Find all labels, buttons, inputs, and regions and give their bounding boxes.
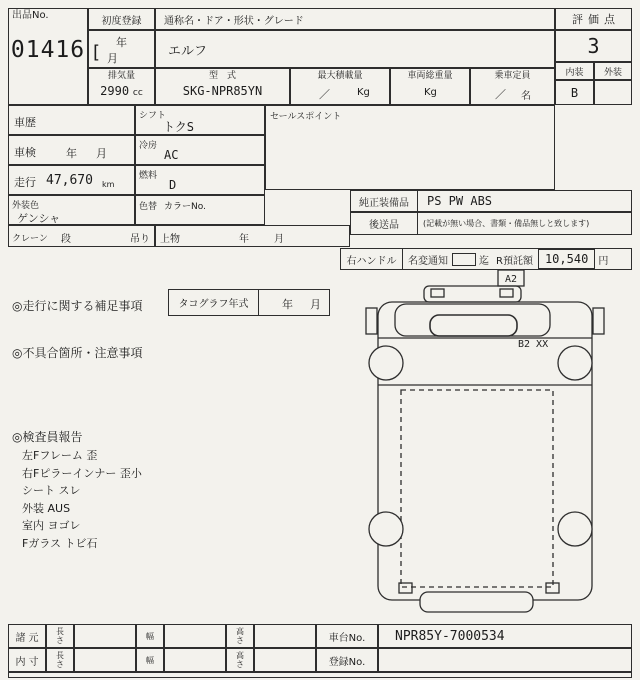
lot-number-box [8, 8, 88, 105]
capacity-slash: ／ [495, 88, 506, 101]
handle-deposit-row [340, 248, 632, 270]
spec-height-value [254, 624, 316, 648]
registration-no-label: 登録No. [316, 648, 378, 672]
shift-label: シフト [139, 111, 167, 121]
name-header-label: 通称名・ドア・形状・グレード [164, 15, 304, 27]
truck-body-outline [378, 302, 592, 600]
model-code-value: SKG-NPR85YN [182, 84, 263, 98]
equipment-value: PS PW ABS [427, 194, 493, 208]
name-change-label: 名変通知 [408, 255, 448, 267]
inspector-item: Fガラス トビ石 [22, 536, 98, 550]
front-left-wheel [369, 346, 403, 380]
later-goods-note: (記載が無い場合、書類・備品無しと致します) [423, 219, 590, 228]
damage-marker-a2: A2 [504, 274, 518, 285]
equipment-cell [350, 190, 632, 212]
inspector-report-list [22, 447, 142, 552]
vehicle-name-cell [155, 30, 555, 68]
cab-outline [395, 304, 550, 336]
until-label: 迄 [479, 255, 489, 267]
fuel-value: D [169, 178, 177, 192]
ac-label: 冷房 [139, 141, 158, 151]
first-reg-month-label: 月 [107, 52, 118, 65]
inspector-item: 外装 AUS [22, 501, 71, 515]
history-label: 車歴 [14, 116, 36, 129]
inner-width-value [164, 648, 226, 672]
right-handle-label: 右ハンドル [341, 249, 403, 269]
inspector-item: 右Fピラーインナー 歪小 [22, 466, 142, 480]
inspector-report-title: ◎検査員報告 [12, 430, 83, 444]
inspection-month: 月 [96, 147, 107, 160]
gross-weight-cell [390, 68, 470, 105]
gross-weight-label: 車両総重量 [407, 71, 453, 81]
model-code-label: 型 式 [208, 71, 236, 81]
name-change-date-box [452, 253, 476, 266]
mileage-cell [8, 165, 135, 195]
crane-stage-label: 段 [61, 234, 71, 245]
tachograph-year: 年 [282, 298, 293, 311]
inner-length-value [74, 648, 136, 672]
displacement-unit: cc [132, 88, 143, 98]
max-load-cell [290, 68, 390, 105]
first-reg-year-label: 年 [116, 36, 127, 49]
inspector-item: 左Fフレーム 歪 [22, 449, 98, 462]
equipment-label: 純正装備品 [351, 191, 418, 211]
capacity-cell [470, 68, 555, 105]
exterior-color-value: ゲンシャ [17, 212, 61, 225]
upper-body-month: 月 [274, 234, 284, 245]
spec-row-label: 諸元 [8, 624, 46, 648]
windshield-outline [430, 315, 517, 336]
exterior-color-label: 外装色 [12, 201, 40, 211]
spec-height-label: 高さ [226, 624, 254, 648]
mileage-label: 走行 [14, 176, 36, 189]
later-goods-label: 後送品 [351, 213, 418, 234]
right-mirror [593, 308, 604, 334]
recycle-deposit-label: R預託額 [496, 255, 533, 267]
model-code-cell [155, 68, 290, 105]
later-goods-cell [350, 212, 632, 235]
score-header: 評価点 [555, 8, 632, 30]
history-cell [8, 105, 135, 135]
interior-header: 内装 [555, 62, 594, 80]
recycle-deposit-value: 10,540 [538, 249, 595, 269]
color-no-label: カラーNo. [164, 202, 206, 212]
mileage-value: 47,670 [46, 173, 93, 188]
vehicle-name-value: エルフ [168, 43, 208, 59]
vehicle-diagram [345, 268, 630, 620]
inspector-item: 室内 ヨゴレ [22, 519, 81, 532]
capacity-label: 乗車定員 [494, 71, 531, 81]
exterior-color-cell [8, 195, 135, 225]
front-right-wheel [558, 346, 592, 380]
mileage-note-title: ◎走行に関する補足事項 [12, 299, 143, 313]
cargo-bed-outline [401, 390, 553, 587]
sales-point-box [265, 105, 555, 190]
bracket-mark: [ [93, 42, 101, 63]
first-registration-header: 初度登録 [88, 8, 155, 30]
ac-value: AC [164, 148, 179, 162]
exterior-grade-value [594, 80, 632, 105]
sales-point-label: セールスポイント [270, 112, 342, 122]
ac-cell [135, 135, 265, 165]
inner-dim-row-label: 内寸 [8, 648, 46, 672]
upper-body-year: 年 [239, 234, 249, 245]
displacement-label: 排気量 [107, 71, 135, 81]
tachograph-month: 月 [310, 298, 321, 311]
max-load-unit: Kg [357, 87, 370, 98]
name-header [155, 8, 555, 30]
inspector-item: シート スレ [22, 484, 81, 497]
first-registration-value [88, 30, 155, 68]
shift-value: トクS [163, 120, 194, 134]
inner-height-label: 高さ [226, 648, 254, 672]
bottom-strip [8, 672, 632, 678]
displacement-value: 2990 [100, 84, 130, 98]
yen-label: 円 [598, 255, 609, 267]
interior-grade-value: B [555, 80, 594, 105]
rear-bumper [420, 592, 533, 612]
tachograph-label: タコグラフ年式 [169, 290, 259, 315]
spec-length-value [74, 624, 136, 648]
spec-width-label: 幅 [136, 624, 164, 648]
spec-length-label: 長さ [46, 624, 74, 648]
exterior-header: 外装 [594, 62, 632, 80]
registration-no-cell [378, 648, 632, 672]
upper-body-label: 上物 [160, 234, 180, 245]
spec-width-value [164, 624, 226, 648]
chassis-no-label: 車台No. [316, 624, 378, 648]
crane-cell [8, 225, 155, 247]
shift-cell [135, 105, 265, 135]
lot-number-label: 出品No. [12, 10, 49, 21]
inspection-year: 年 [66, 147, 77, 160]
upper-body-cell [155, 225, 350, 247]
damage-marker-b2: B2 XX [518, 339, 549, 350]
rear-left-wheel [369, 512, 403, 546]
max-load-slash: ／ [319, 88, 330, 101]
color-change-label: 色替 [139, 202, 158, 212]
capacity-unit: 名 [521, 91, 531, 102]
displacement-cell [88, 68, 155, 105]
color-change-cell [135, 195, 265, 225]
fuel-cell [135, 165, 265, 195]
gross-weight-unit: Kg [424, 87, 437, 98]
tachograph-cell [168, 289, 330, 316]
rear-right-wheel [558, 512, 592, 546]
defect-title: ◎不具合箇所・注意事項 [12, 346, 143, 360]
inner-width-label: 幅 [136, 648, 164, 672]
crane-label: クレーン [12, 234, 48, 244]
chassis-no-cell [378, 624, 632, 648]
fuel-label: 燃料 [139, 171, 158, 181]
left-mirror [366, 308, 377, 334]
inspection-label: 車検 [14, 146, 36, 159]
mileage-unit: km [102, 180, 115, 189]
chassis-no-value: NPR85Y-7000534 [395, 628, 505, 644]
inner-length-label: 長さ [46, 648, 74, 672]
crane-hook-label: 吊り [130, 234, 150, 245]
lot-number-value: 01416 [10, 37, 86, 63]
inspection-cell [8, 135, 135, 165]
score-value: 3 [555, 30, 632, 62]
inner-height-value [254, 648, 316, 672]
max-load-label: 最大積載量 [317, 71, 363, 81]
